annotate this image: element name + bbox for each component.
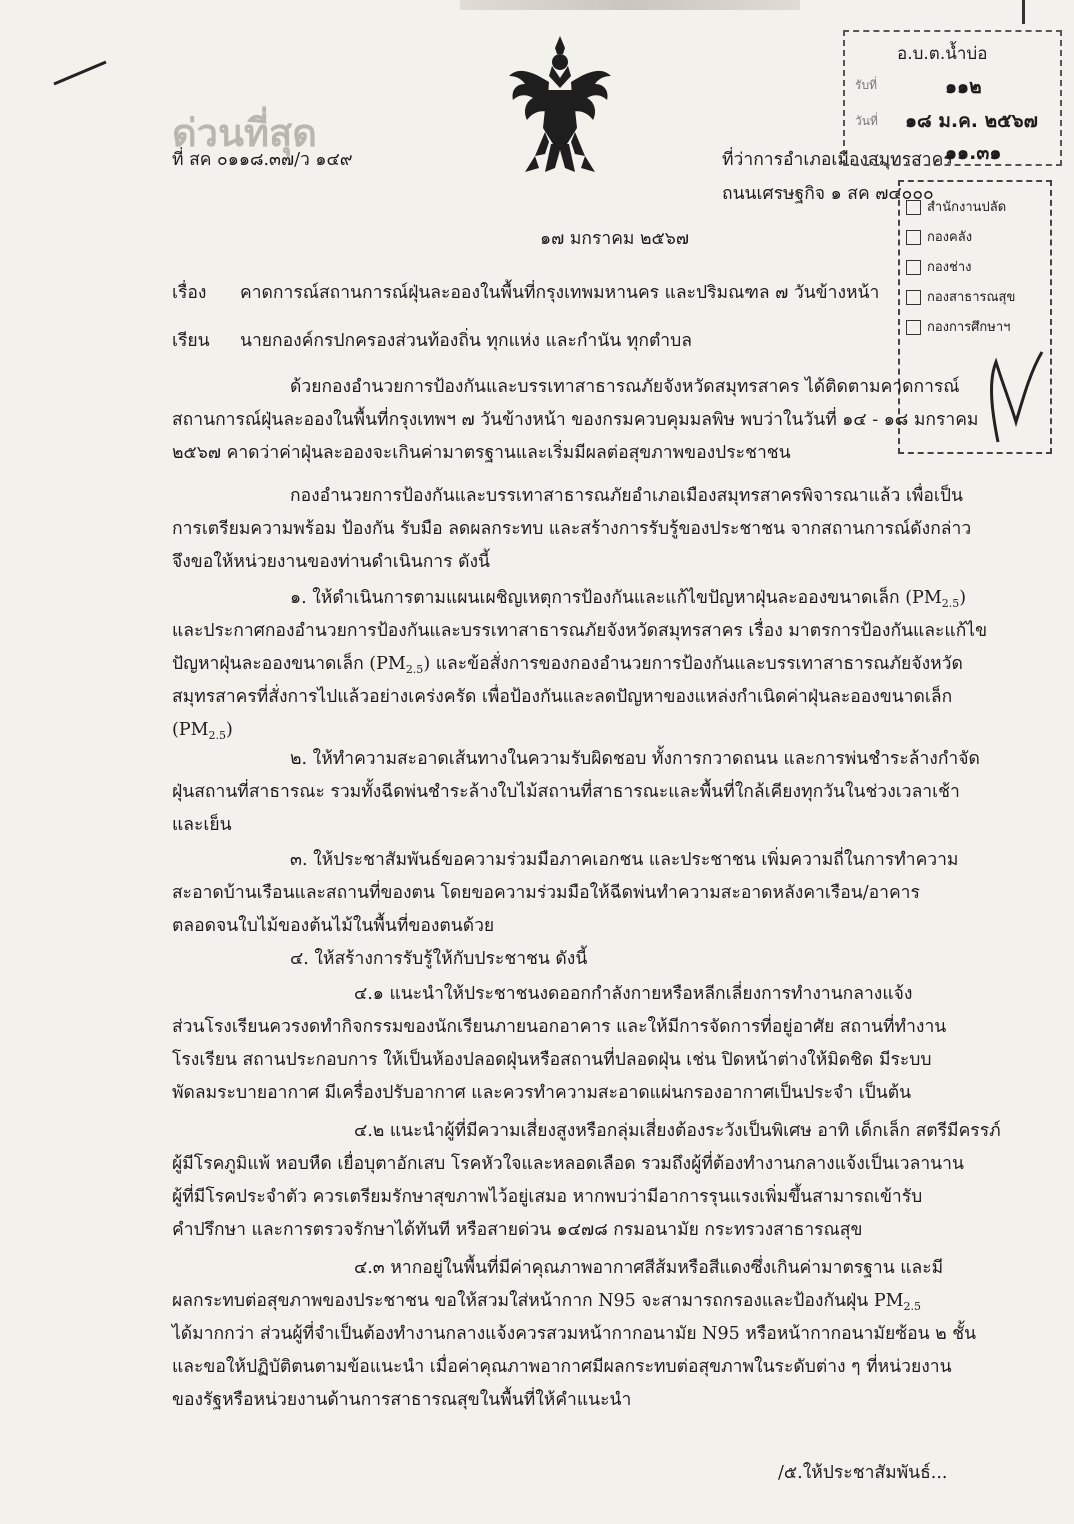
top-smudge — [460, 0, 800, 10]
stamp-org: อ.บ.ต.น้ำบ่อ — [897, 44, 988, 64]
body-p1-line3: ๒๕๖๗ คาดว่าค่าฝุ่นละอองจะเกินค่ามาตรฐานและเริ่มมีผลต่อสุขภาพของประชาชน — [172, 443, 791, 463]
item1-line4: สมุทรสาครที่สั่งการไปแล้วอย่างเคร่งครัด เพื่อป้องกันและลดปัญหาของแหล่งกำเนิดค่าฝุ่นละอองขนาดเล็ก — [172, 687, 953, 707]
item41-line2: ส่วนโรงเรียนควรงดทำกิจกรรมของนักเรียนภายนอกอาคาร และให้มีการจัดการที่อยู่อาศัย สถานที่ทำงาน — [172, 1017, 947, 1037]
item3-line1: ๓. ให้ประชาสัมพันธ์ขอความร่วมมือภาคเอกชน และประชาชน เพิ่มความถี่ในการทำความ — [290, 850, 959, 870]
checkbox-icon — [906, 290, 921, 305]
checkbox-icon — [906, 260, 921, 275]
body-p1-line2: สถานการณ์ฝุ่นละอองในพื้นที่กรุงเทพฯ ๗ วันข้างหน้า ของกรมควบคุมมลพิษ พบว่าในวันที่ ๑๔ - ๑๘ มกราคม — [172, 410, 979, 430]
item43-line1: ๔.๓ หากอยู่ในพื้นที่มีค่าคุณภาพอากาศสีส้มหรือสีแดงซึ่งเกินค่ามาตรฐาน และมี — [354, 1258, 944, 1278]
item43-line3: ได้มากกว่า ส่วนผู้ที่จำเป็นต้องทำงานกลางแจ้งควรสวมหน้ากากอนามัย N95 หรือหน้ากากอนามัยซ้อน ๒ ชั้น — [172, 1324, 977, 1344]
pen-mark — [50, 58, 110, 88]
item1-line5: $(PM_{2.5})$ — [172, 720, 233, 742]
stamp-date-label: วันที่ — [855, 114, 878, 128]
checkbox-icon — [906, 230, 921, 245]
item3-line3: ตลอดจนใบไม้ของต้นไม้ในพื้นที่ของตนด้วย — [172, 916, 495, 936]
office-address-line1: ที่ว่าการอำเภอเมืองสมุทรสาคร — [722, 150, 953, 170]
item1-line2: และประกาศกองอำนวยการป้องกันและบรรเทาสาธารณภัยจังหวัดสมุทรสาคร เรื่อง มาตรการป้องกันและแก้ไข — [172, 621, 988, 641]
routing-item: สำนักงานปลัด — [906, 196, 1006, 217]
garuda-emblem-icon — [505, 32, 615, 187]
handwritten-signature — [970, 342, 1050, 452]
body-p2-line3: จึงขอให้หน่วยงานของท่านดำเนินการ ดังนี้ — [172, 552, 490, 572]
routing-item: กองช่าง — [906, 256, 972, 277]
subject-text: คาดการณ์สถานการณ์ฝุ่นละอองในพื้นที่กรุงเทพมหานคร และปริมณฑล ๗ วันข้างหน้า — [240, 283, 880, 303]
body-p1-line1: ด้วยกองอำนวยการป้องกันและบรรเทาสาธารณภัยจังหวัดสมุทรสาคร ได้ติดตามคาดการณ์ — [290, 377, 960, 397]
stamp-number: ๑๑๒ — [945, 76, 982, 98]
item43-line4: และขอให้ปฏิบัติตนตามข้อแนะนำ เมื่อค่าคุณภาพอากาศมีผลกระทบต่อสุขภาพในระดับต่าง ๆ ที่หน่วยงาน — [172, 1357, 952, 1377]
item41-line3: โรงเรียน สถานประกอบการ ให้เป็นห้องปลอดฝุ่นหรือสถานที่ปลอดฝุ่น เช่น ปิดหน้าต่างให้มิดชิด มีระบบ — [172, 1050, 932, 1070]
item43-line2: ผลกระทบต่อสุขภาพของประชาชน ขอให้สวมใส่หน้ากาก N95 จะสามารถกรองและป้องกันฝุ่น $PM_{2.5}$ — [172, 1291, 922, 1313]
recipient-label: เรียน — [172, 331, 210, 351]
item2-line1: ๒. ให้ทำความสะอาดเส้นทางในความรับผิดชอบ ทั้งการกวาดถนน และการพ่นชำระล้างกำจัด — [290, 749, 980, 769]
stamp-number-label: รับที่ — [855, 78, 877, 92]
body-p2-line1: กองอำนวยการป้องกันและบรรเทาสาธารณภัยอำเภอเมืองสมุทรสาครพิจารณาแล้ว เพื่อเป็น — [290, 486, 963, 506]
item4-heading: ๔. ให้สร้างการรับรู้ให้กับประชาชน ดังนี้ — [290, 949, 588, 969]
item1-line1: ๑. ให้ดำเนินการตามแผนเผชิญเหตุการป้องกันและแก้ไขปัญหาฝุ่นละอองขนาดเล็ก $(PM_{2.5})$ — [290, 588, 967, 610]
routing-item: กองการศึกษาฯ — [906, 316, 1010, 337]
stamp-date: ๑๘ ม.ค. ๒๕๖๗ — [905, 110, 1038, 132]
body-p2-line2: การเตรียมความพร้อม ป้องกัน รับมือ ลดผลกระทบ และสร้างการรับรู้ของประชาชน จากสถานการณ์ดังกล่าว — [172, 519, 972, 539]
item42-line1: ๔.๒ แนะนำผู้ที่มีความเสี่ยงสูงหรือกลุ่มเสี่ยงต้องระวังเป็นพิเศษ อาทิ เด็กเล็ก สตรีมีครรภ์ — [354, 1121, 1001, 1141]
document-date: ๑๗ มกราคม ๒๕๖๗ — [540, 229, 690, 249]
item2-line3: และเย็น — [172, 815, 232, 835]
item3-line2: สะอาดบ้านเรือนและสถานที่ของตน โดยขอความร่วมมือให้ฉีดพ่นทำความสะอาดหลังคาเรือน/อาคาร — [172, 883, 920, 903]
receive-stamp — [843, 30, 1062, 166]
stamp-time: ๑๑.๓๑ — [945, 142, 1002, 164]
item42-line3: ผู้ที่มีโรคประจำตัว ควรเตรียมรักษาสุขภาพไว้อยู่เสมอ หากพบว่ามีอาการรุนแรงเพิ่มขึ้นสามารถเข้ารับ — [172, 1187, 923, 1207]
item41-line1: ๔.๑ แนะนำให้ประชาชนงดออกกำลังกายหรือหลีกเลี่ยงการทำงานกลางแจ้ง — [354, 984, 913, 1004]
recipient-text: นายกองค์กรปกครองส่วนท้องถิ่น ทุกแห่ง และกำนัน ทุกตำบล — [240, 331, 692, 351]
checkbox-icon — [906, 320, 921, 335]
item42-line4: คำปรึกษา และการตรวจรักษาได้ทันที หรือสายด่วน ๑๔๗๘ กรมอนามัย กระทรวงสาธารณสุข — [172, 1220, 863, 1240]
item42-line2: ผู้มีโรคภูมิแพ้ หอบหืด เยื่อบุตาอักเสบ โรคหัวใจและหลอดเลือด รวมถึงผู้ที่ต้องทำงานกลางแจ้งเป็นเวลานาน — [172, 1154, 964, 1174]
document-number: ที่ สค ๐๑๑๘.๓๗/ว ๑๔๙ — [172, 150, 353, 170]
item41-line4: พัดลมระบายอากาศ มีเครื่องปรับอากาศ และควรทำความสะอาดแผ่นกรองอากาศเป็นประจำ เป็นต้น — [172, 1083, 912, 1103]
office-address-line2: ถนนเศรษฐกิจ ๑ สค ๗๔๐๐๐ — [722, 184, 934, 204]
edge-mark — [1022, 0, 1025, 24]
item1-line3: ปัญหาฝุ่นละอองขนาดเล็ก $(PM_{2.5})$ และข้อสั่งการของกองอำนวยการป้องกันและบรรเทาสาธารณภัยจังหวัด — [172, 654, 963, 676]
routing-item: กองสาธารณสุข — [906, 286, 1015, 307]
checkbox-icon — [906, 200, 921, 215]
routing-item: กองคลัง — [906, 226, 972, 247]
item43-line5: ของรัฐหรือหน่วยงานด้านการสาธารณสุขในพื้นที่ให้คำแนะนำ — [172, 1390, 632, 1410]
item2-line2: ฝุ่นสถานที่สาธารณะ รวมทั้งฉีดพ่นชำระล้างใบไม้สถานที่สาธารณะและพื้นที่ใกล้เคียงทุกวันในช่วงเวลาเช้า — [172, 782, 960, 802]
continuation-note: /๕.ให้ประชาสัมพันธ์... — [778, 1463, 948, 1483]
subject-label: เรื่อง — [172, 283, 207, 303]
urgent-stamp: ด่วนที่สุด — [172, 111, 317, 155]
